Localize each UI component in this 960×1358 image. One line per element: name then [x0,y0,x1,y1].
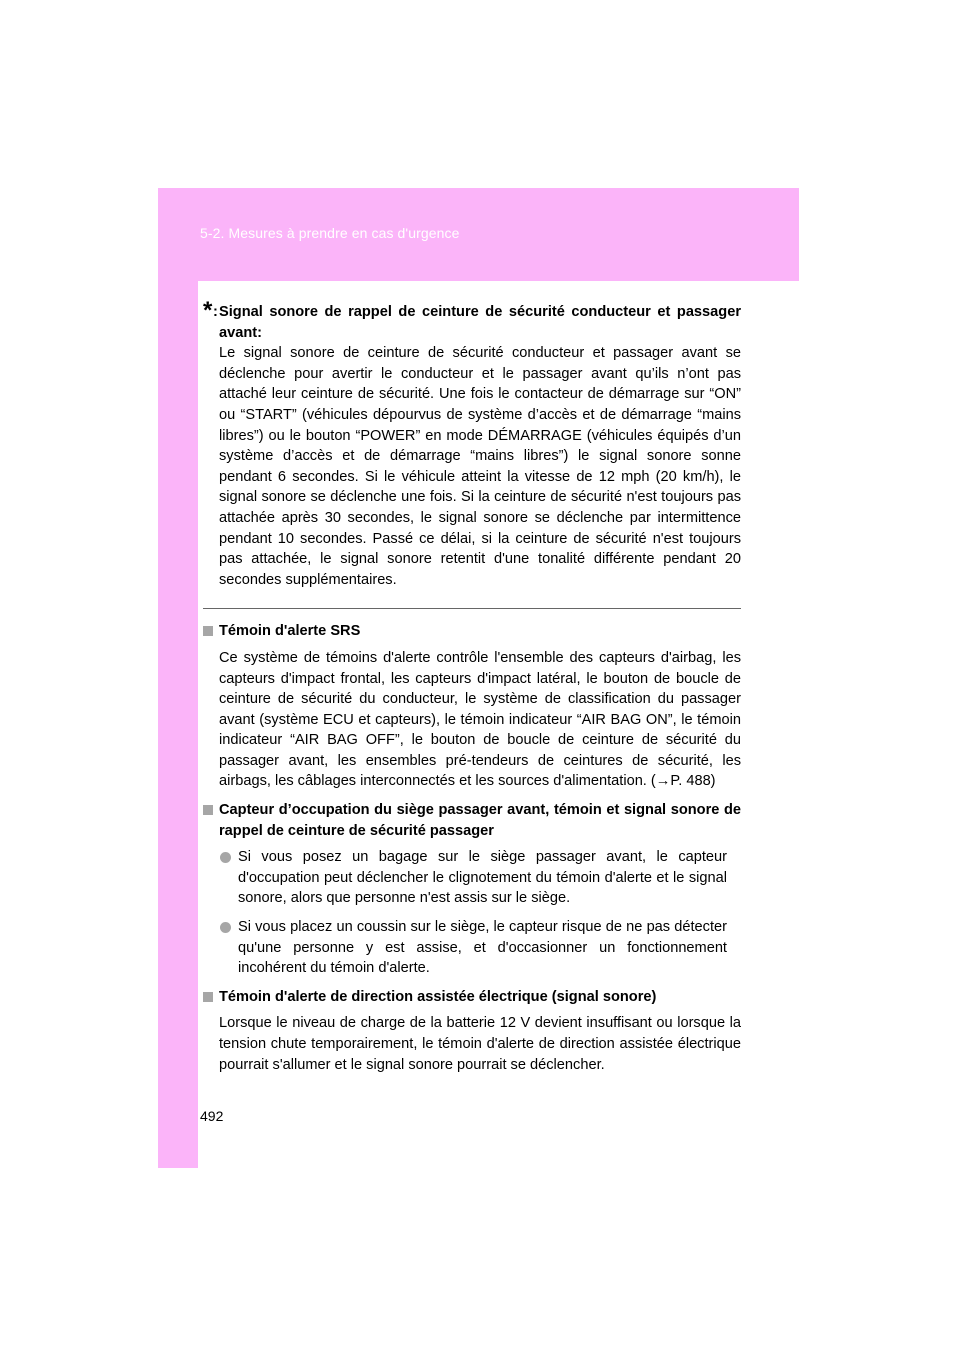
divider [203,608,741,609]
footnote-body: Le signal sonore de ceinture de sécurité conducteur et passager avant se déclenche pour avertir le conducteur et le passager avant qu’ils n’ont pas attaché leur ceinture de sécurité. Une fois le contacteur de démarrage sur “ON” ou “START” (véhicules dépourvus de système d’accès et de démarrage “mains libres”) ou le bouton “POWER” en mode DÉMARRAGE (véhicules équipés d’un système d’accès et de démarrage “mains libres”) le signal sonore sonne pendant 6 secondes. Si le véhicule atteint la vitesse de 12 mph (20 km/h), le signal sonore se déclenche une fois. Si la ceinture de sécurité n'est toujours pas attachée après 30 secondes, le signal sonore se déclenche par intermittence pendant 10 secondes. Passé ce délai, si la ceinture de sécurité n'est toujours pas attachée, le signal sonore retentit d'une tonalité différente pendant 20 secondes supplémentaires. [219,345,741,588]
section-title: 5-2. Mesures à prendre en cas d'urgence [200,225,460,241]
asterisk-icon: * [203,297,213,324]
list-item-text: Si vous placez un coussin sur le siège, le capteur risque de ne pas détecter qu'une personne y est assise, et d'occasionner un fonctionnement incohérent du témoin d'alerte. [238,919,727,977]
square-bullet-icon [203,805,213,815]
side-band [158,281,198,1168]
section-heading [203,800,741,841]
page-content [203,297,741,1083]
square-bullet-icon [203,992,213,1002]
list-item [203,917,741,979]
round-bullet-icon [220,852,231,863]
section-heading-text: Témoin d'alerte SRS [219,623,361,640]
round-bullet-icon [220,922,231,933]
section-body: Lorsque le niveau de charge de la batterie 12 V devient insuffisant ou lorsque la tension chute temporairement, le témoin d'alerte de direction assistée électrique pourrait s'allumer et le signal sonore pourrait se déclencher. [219,1015,741,1073]
footnote [203,297,741,590]
section-heading [203,987,741,1008]
section-srs [203,621,741,792]
square-bullet-icon [203,626,213,636]
footnote-colon: : [213,304,218,320]
section-occupant-sensor [203,800,741,979]
list-item-text: Si vous posez un bagage sur le siège passager avant, le capteur d'occupation peut déclencher le clignotement du témoin d'alerte et le signal sonore, alors que personne n'est assis sur le siège. [238,849,727,907]
section-body: Ce système de témoins d'alerte contrôle l'ensemble des capteurs d'airbag, les capteurs d'impact frontal, les capteurs d'impact latéral, le bouton de boucle de ceinture de sécurité du conducteur, le système de classification du passager avant (système ECU et capteurs), le témoin indicateur “AIR BAG ON”, le témoin indicateur “AIR BAG OFF”, le bouton de boucle de ceinture de sécurité du passager avant, les ensembles pré-tendeurs de ceintures de sécurité, les airbags, les câblages interconnectés et les sources d'alimentation. (→P. 488) [219,649,741,790]
section-heading-text: Capteur d’occupation du siège passager avant, témoin et signal sonore de rappel de ceinture de sécurité passager [219,802,741,839]
list-item [203,847,741,909]
footnote-heading: Signal sonore de rappel de ceinture de sécurité conducteur et passager avant: [219,304,741,341]
page-number: 492 [200,1108,224,1124]
section-heading [203,621,741,642]
section-heading-text: Témoin d'alerte de direction assistée électrique (signal sonore) [219,988,657,1005]
section-power-steering [203,987,741,1075]
